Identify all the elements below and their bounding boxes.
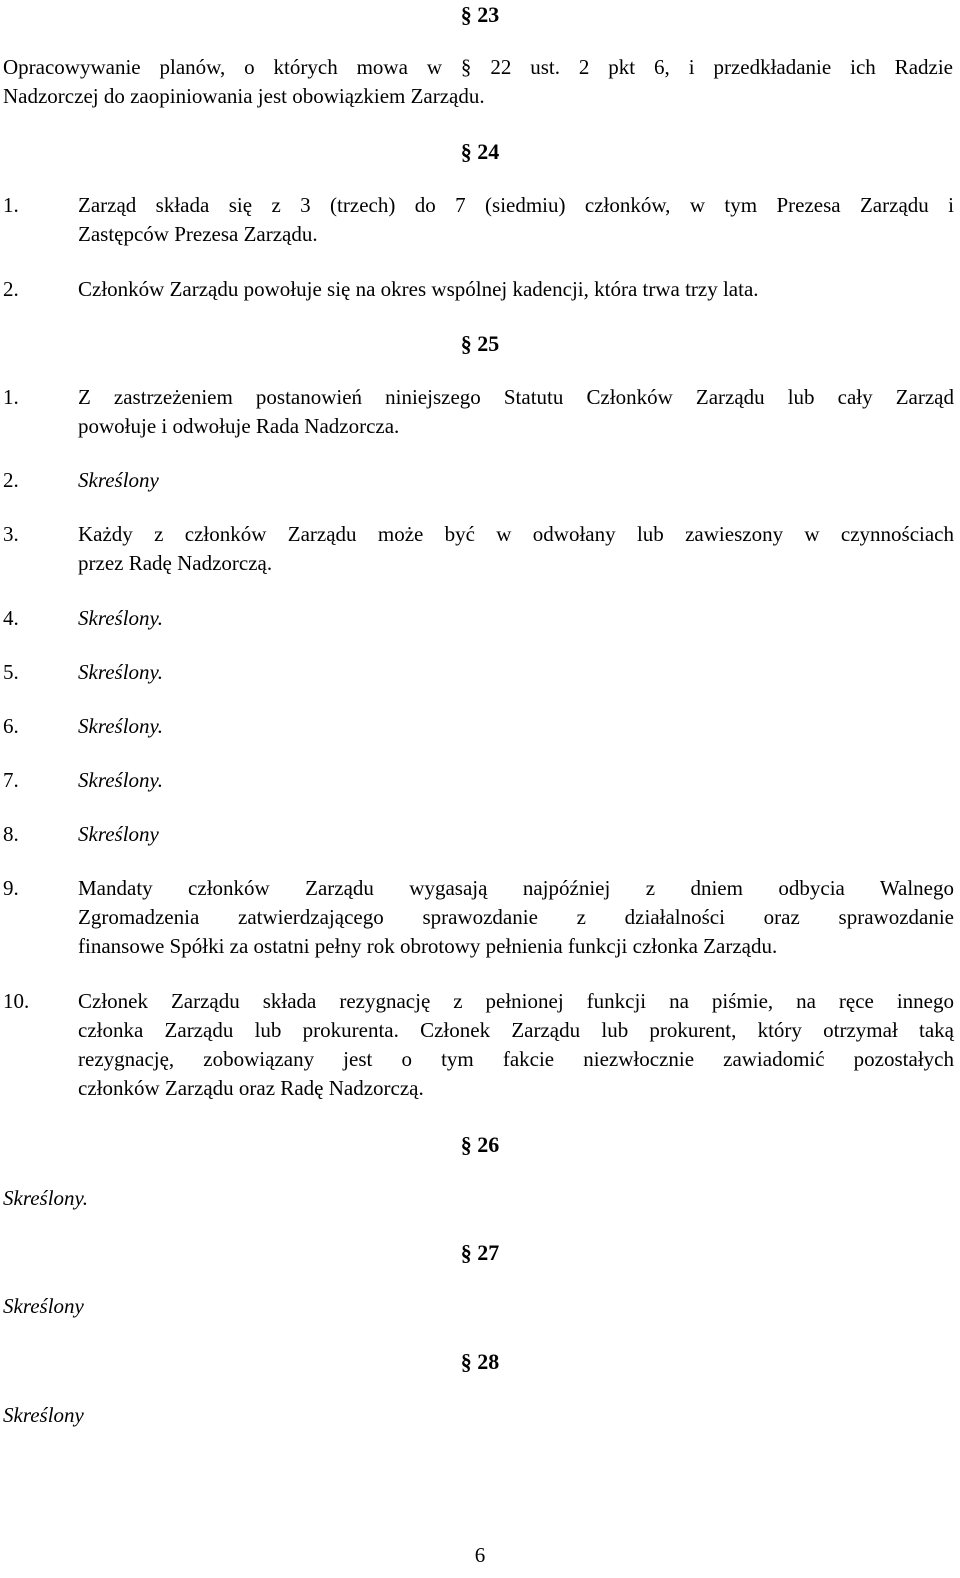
section-heading-25: § 25: [460, 331, 500, 356]
item-number: 3.: [3, 522, 19, 546]
page-number: 6: [474, 1543, 486, 1567]
text-line: Z zastrzeżeniem postanowień niniejszego Statutu Członków Zarządu lub cały Zarząd: [78, 385, 954, 409]
item-number: 5.: [3, 660, 19, 684]
text-line: powołuje i odwołuje Rada Nadzorcza.: [78, 414, 400, 438]
text-line: członków Zarządu oraz Radę Nadzorczą.: [78, 1076, 424, 1100]
item-number: 1.: [3, 385, 19, 409]
item-number: 2.: [3, 468, 19, 492]
text-line: Członków Zarządu powołuje się na okres wspólnej kadencji, która trwa trzy lata.: [78, 277, 759, 301]
text-line: Skreślony: [78, 468, 159, 492]
section-23-text: [3, 53, 953, 111]
section-heading-28: § 28: [460, 1349, 500, 1374]
item-number: 8.: [3, 822, 19, 846]
item-number: 6.: [3, 714, 19, 738]
section-heading-27: § 27: [460, 1240, 500, 1265]
text-line: Zarząd składa się z 3 (trzech) do 7 (siedmiu) członków, w tym Prezesa Zarządu i: [78, 193, 954, 217]
text-line: przez Radę Nadzorczą.: [78, 551, 273, 575]
text-line: Skreślony.: [78, 606, 163, 630]
text-line: rezygnację, zobowiązany jest o tym fakcie niezwłocznie zawiadomić pozostałych: [78, 1047, 954, 1071]
text-line: Nadzorczej do zaopiniowania jest obowiązkiem Zarządu.: [3, 84, 485, 108]
text-line: Skreślony.: [78, 660, 163, 684]
text-line: Skreślony: [78, 822, 159, 846]
text-line: finansowe Spółki za ostatni pełny rok obrotowy pełnienia funkcji członka Zarządu.: [78, 934, 778, 958]
text-line: Członek Zarządu składa rezygnację z pełnionej funkcji na piśmie, na ręce innego: [78, 989, 954, 1013]
text-line: Mandaty członków Zarządu wygasają najpóźniej z dniem odbycia Walnego: [78, 876, 954, 900]
item-number: 7.: [3, 768, 19, 792]
item-number: 10.: [3, 989, 30, 1013]
text-line: Skreślony.: [78, 714, 163, 738]
item-number: 2.: [3, 277, 19, 301]
section-27-text: Skreślony: [3, 1294, 84, 1318]
text-line: członka Zarządu lub prokurenta. Członek Zarządu lub prokurent, który otrzymał taką: [78, 1018, 954, 1042]
text-line: Skreślony.: [78, 768, 163, 792]
text-line: Zgromadzenia zatwierdzającego sprawozdanie z działalności oraz sprawozdanie: [78, 905, 954, 929]
item-number: 1.: [3, 193, 19, 217]
item-number: 9.: [3, 876, 19, 900]
text-line: Zastępców Prezesa Zarządu.: [78, 222, 318, 246]
section-26-text: Skreślony.: [3, 1186, 88, 1210]
section-heading-24: § 24: [460, 139, 500, 164]
section-heading-26: § 26: [460, 1132, 500, 1157]
section-heading-23: § 23: [460, 2, 500, 27]
item-number: 4.: [3, 606, 19, 630]
text-line: Opracowywanie planów, o których mowa w § 22 ust. 2 pkt 6, i przedkładanie ich Radzie: [3, 55, 953, 79]
section-28-text: Skreślony: [3, 1403, 84, 1427]
text-line: Każdy z członków Zarządu może być w odwołany lub zawieszony w czynnościach: [78, 522, 954, 546]
